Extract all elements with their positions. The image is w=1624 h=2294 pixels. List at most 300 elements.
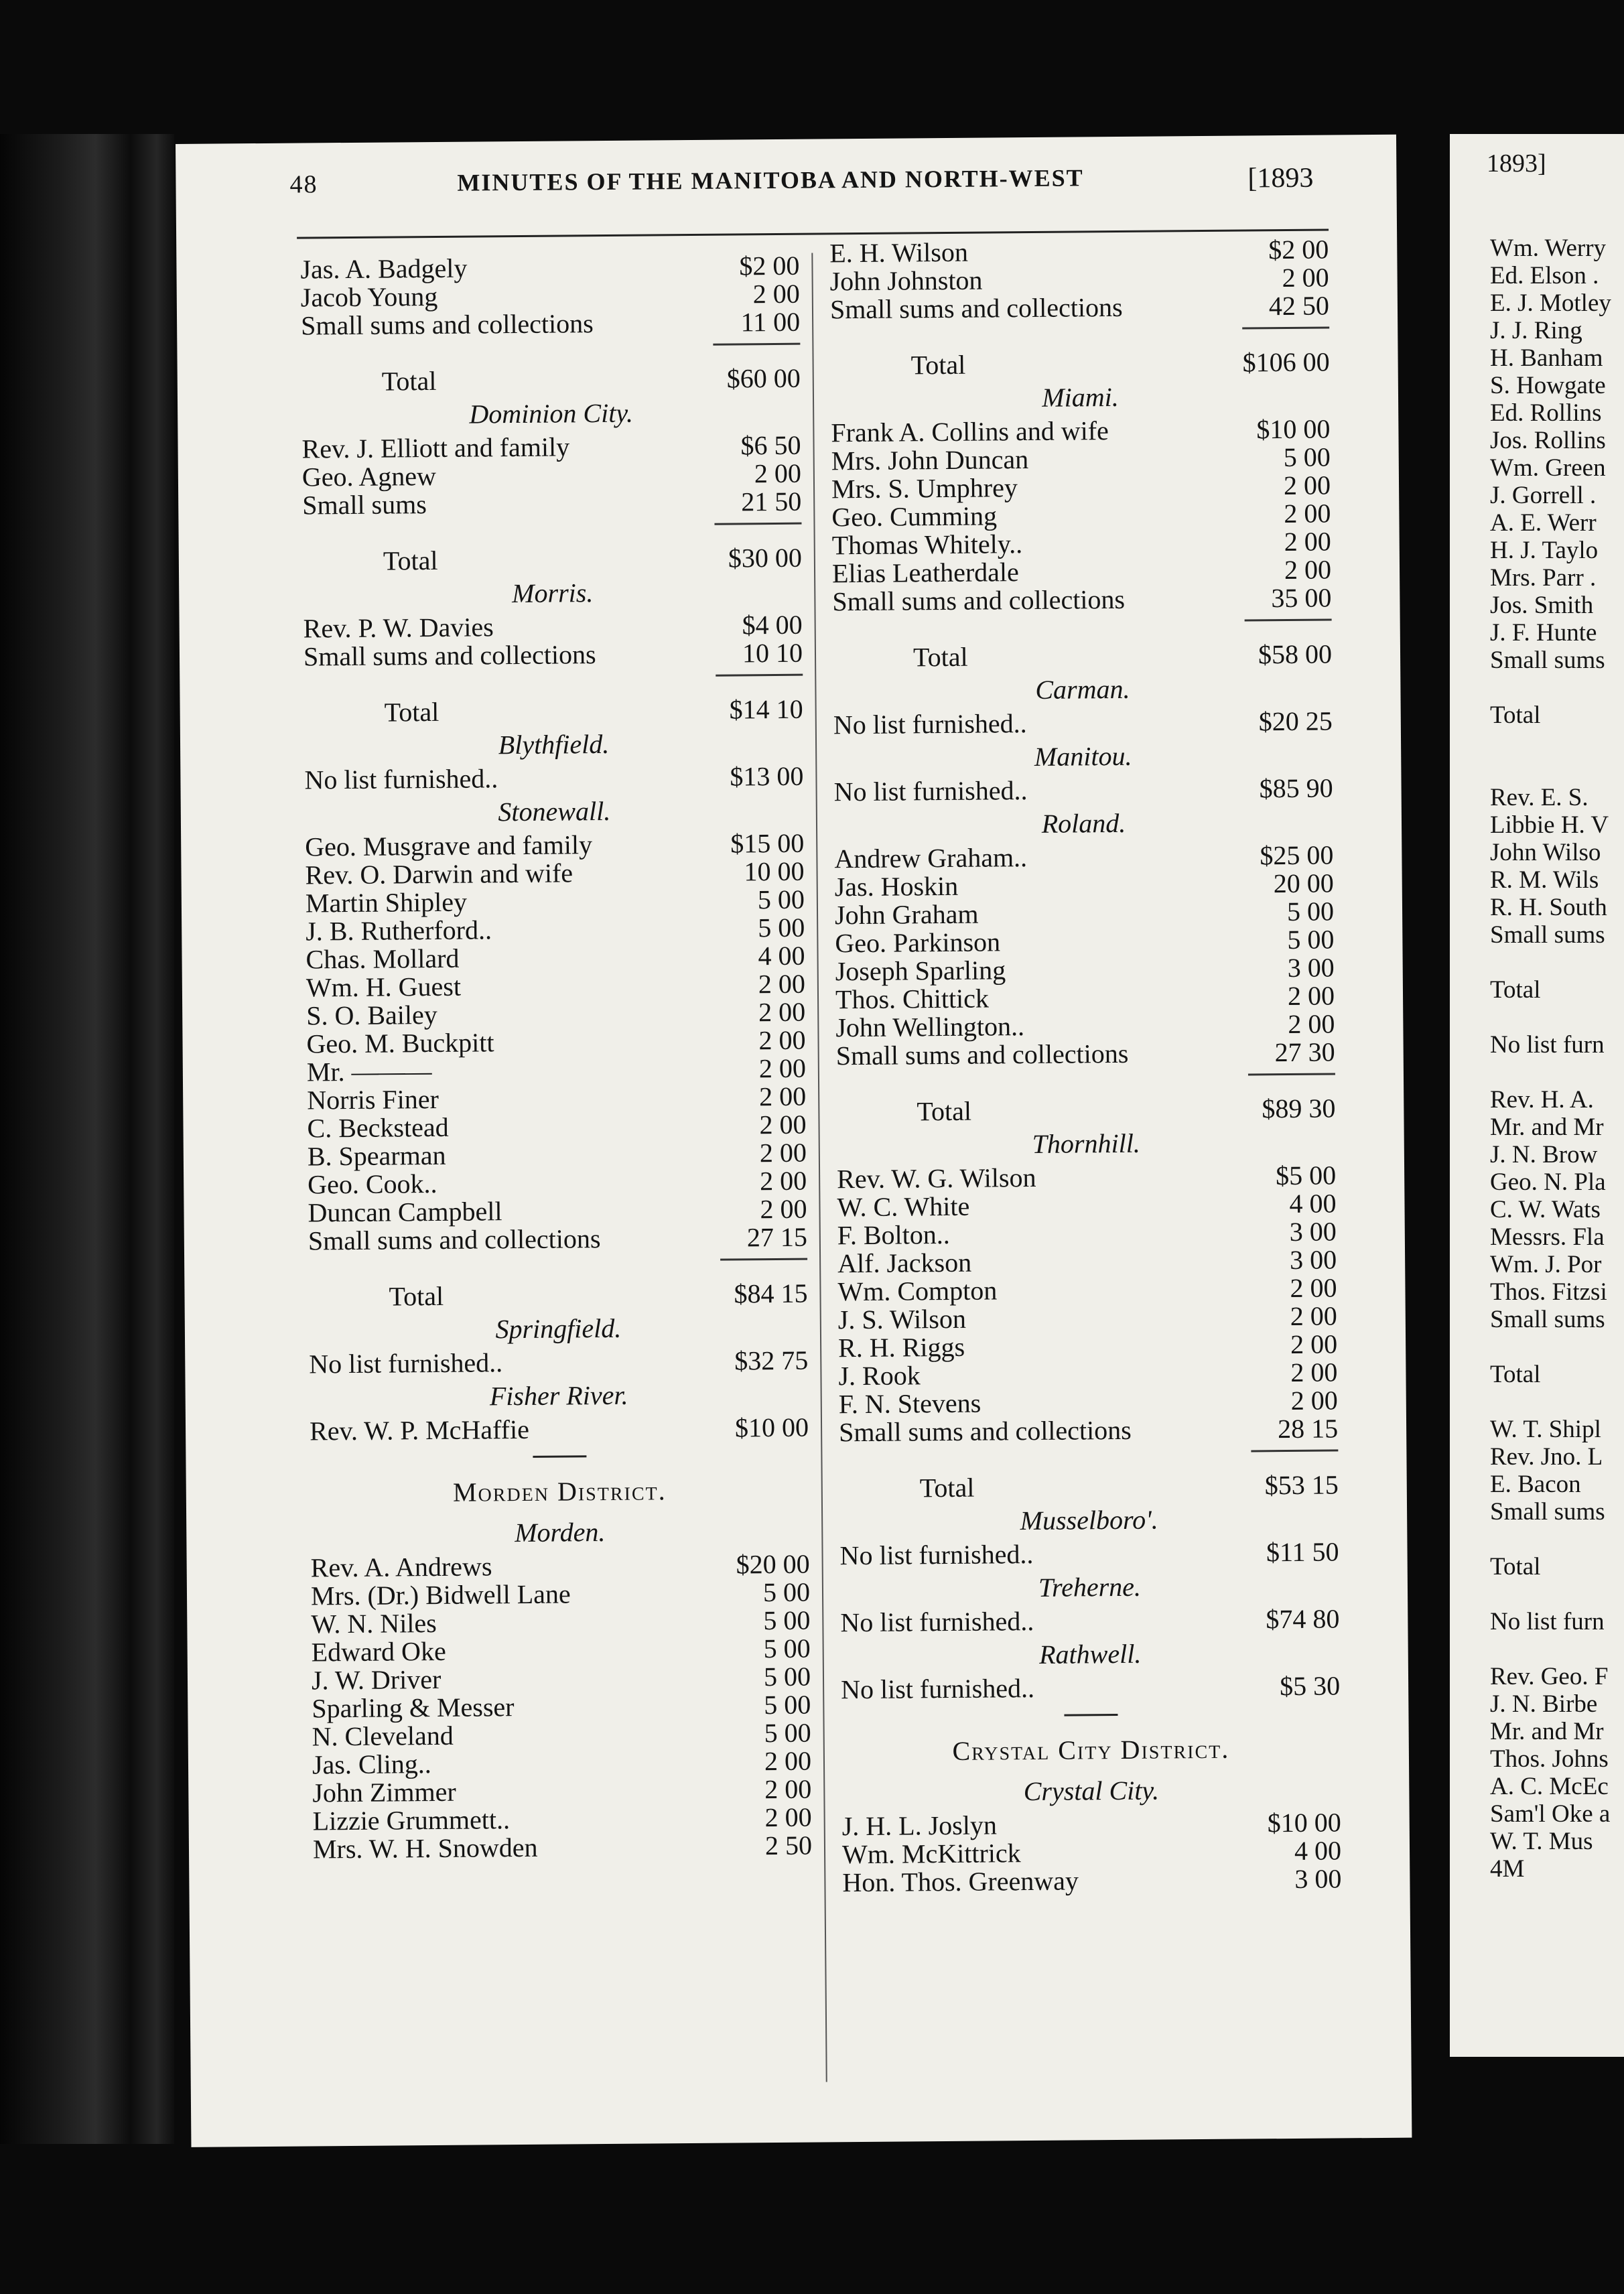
facing-page-line: Jos. Rollins xyxy=(1490,427,1606,454)
contribution-amount: 5 00 xyxy=(1283,442,1331,473)
contribution-row xyxy=(835,925,1334,957)
contributor-name: Small sums and collections xyxy=(829,291,1123,325)
contribution-amount: 2 00 xyxy=(758,1053,807,1084)
contribution-row xyxy=(833,707,1333,739)
total-row xyxy=(836,1094,1335,1126)
contributor-name: Geo. M. Buckpitt xyxy=(306,1027,494,1059)
total-label: Total xyxy=(917,1095,972,1127)
contributor-name: Mrs. (Dr.) Bidwell Lane xyxy=(310,1578,571,1611)
contribution-row xyxy=(839,1386,1338,1418)
contribution-row xyxy=(312,1691,811,1723)
total-amount: $89 30 xyxy=(1262,1093,1336,1124)
facing-page-line: Wm. Green xyxy=(1490,454,1606,482)
contribution-amount: 2 00 xyxy=(1282,262,1329,293)
contribution-amount: 20 00 xyxy=(1273,868,1334,899)
contributor-name: Alf. Jackson xyxy=(837,1247,972,1279)
contribution-row xyxy=(302,460,801,492)
contribution-row xyxy=(311,1550,810,1582)
contribution-amount: 5 00 xyxy=(757,884,805,915)
facing-page-line: W. T. Shipl xyxy=(1490,1416,1601,1443)
total-row xyxy=(308,1280,807,1312)
contribution-amount: 2 00 xyxy=(1290,1385,1338,1416)
contribution-amount: 2 00 xyxy=(1283,470,1331,501)
total-amount: $60 00 xyxy=(726,362,801,394)
contribution-row xyxy=(311,1578,810,1611)
contributor-name: Duncan Campbell xyxy=(308,1196,502,1228)
contributor-name: J. B. Rutherford.. xyxy=(306,915,492,947)
contribution-row xyxy=(835,1010,1335,1042)
contribution-amount: 5 00 xyxy=(1287,924,1335,955)
total-amount: $30 00 xyxy=(728,542,803,574)
contribution-amount: $25 00 xyxy=(1260,839,1334,871)
contribution-amount: 2 00 xyxy=(759,1137,807,1168)
total-row xyxy=(833,640,1332,672)
contributor-name: Joseph Sparling xyxy=(835,955,1006,987)
contribution-row xyxy=(306,1026,805,1059)
facing-page-line: Total xyxy=(1490,701,1541,729)
facing-page-line xyxy=(1490,1635,1611,1663)
contribution-row xyxy=(312,1775,811,1808)
facing-page-line xyxy=(1490,756,1611,784)
facing-page-line: E. Bacon xyxy=(1490,1471,1581,1498)
circuit-heading: Miami. xyxy=(1042,381,1119,413)
contribution-amount: 10 10 xyxy=(742,637,803,669)
contributor-name: E. H. Wilson xyxy=(829,237,969,269)
facing-page-line xyxy=(1490,1388,1611,1416)
contribution-row xyxy=(835,897,1334,929)
column-separator xyxy=(811,253,827,2082)
contribution-row xyxy=(310,1414,809,1446)
contributor-name: Wm. McKittrick xyxy=(841,1838,1021,1870)
contributor-name: Rev. P. W. Davies xyxy=(303,612,494,644)
total-label: Total xyxy=(910,349,966,381)
facing-page-line xyxy=(1490,1004,1611,1031)
facing-page-line xyxy=(1490,1580,1611,1608)
contributor-name: Jas. A. Badgely xyxy=(300,253,468,285)
contribution-row xyxy=(303,639,803,671)
facing-page-line: J. N. Brow xyxy=(1490,1141,1598,1168)
contribution-row xyxy=(837,1161,1336,1193)
facing-page-line: No list furn xyxy=(1490,1608,1605,1635)
contribution-row xyxy=(311,1607,810,1639)
facing-page-line: Total xyxy=(1490,1553,1541,1580)
contribution-row xyxy=(308,1223,807,1256)
contribution-row xyxy=(307,1083,806,1115)
contribution-amount: $5 00 xyxy=(1275,1160,1337,1191)
contributor-name: John Graham xyxy=(834,898,979,931)
contribution-row xyxy=(832,555,1331,588)
contributor-name: S. O. Bailey xyxy=(306,999,437,1031)
contribution-amount: 10 00 xyxy=(744,856,805,887)
contributor-name: Jas. Hoskin xyxy=(834,870,959,902)
total-amount: $53 15 xyxy=(1264,1469,1339,1501)
total-row xyxy=(830,348,1329,380)
contribution-amount: $11 50 xyxy=(1266,1536,1339,1568)
facing-page-line: E. J. Motley xyxy=(1490,289,1611,317)
facing-page-line xyxy=(1490,1333,1611,1361)
page-title: MINUTES OF THE MANITOBA AND NORTH-WEST xyxy=(457,164,1084,196)
contributor-name: No list furnished.. xyxy=(840,1606,1034,1638)
contribution-amount: 5 00 xyxy=(763,1605,811,1636)
contribution-amount: 28 15 xyxy=(1277,1413,1339,1444)
contribution-amount: $15 00 xyxy=(730,827,805,859)
contributor-name: Elias Leatherdale xyxy=(831,557,1019,589)
contributor-name: Mrs. S. Umphrey xyxy=(831,472,1018,504)
section-divider xyxy=(310,1442,809,1473)
contribution-amount: 3 00 xyxy=(1289,1244,1337,1275)
contribution-row xyxy=(834,841,1333,873)
contribution-row xyxy=(839,1414,1338,1446)
facing-page-line xyxy=(1490,729,1611,756)
contribution-row xyxy=(838,1330,1337,1362)
contribution-amount: 2 00 xyxy=(764,1802,812,1833)
contribution-row xyxy=(308,1195,807,1227)
circuit-heading: Stonewall. xyxy=(498,795,611,827)
facing-page-lines xyxy=(1490,234,1611,1883)
contribution-amount: 2 00 xyxy=(759,1109,807,1140)
contributor-name: F. Bolton.. xyxy=(837,1219,950,1251)
contributor-name: Small sums and collections xyxy=(832,584,1126,617)
contribution-row xyxy=(835,869,1334,901)
contributor-name: Geo. Agnew xyxy=(301,460,437,492)
contributor-name: Sparling & Messer xyxy=(312,1692,515,1724)
facing-page-line xyxy=(1490,674,1611,701)
contributor-name: Small sums and collections xyxy=(303,639,596,672)
contribution-row xyxy=(831,415,1330,447)
circuit-heading: Rathwell. xyxy=(1038,1638,1142,1670)
contribution-amount: 2 00 xyxy=(758,968,806,1000)
contributor-name: Hon. Thos. Greenway xyxy=(842,1865,1079,1898)
contribution-row xyxy=(837,1189,1336,1221)
contributor-name: John Wellington.. xyxy=(835,1011,1025,1043)
facing-page-line: Small sums xyxy=(1490,921,1605,949)
facing-page-line: Messrs. Fla xyxy=(1490,1223,1605,1251)
book-spine xyxy=(0,134,174,2144)
contributor-name: Small sums and collections xyxy=(300,308,594,341)
contributor-name: F. N. Stevens xyxy=(838,1388,982,1420)
contribution-amount: $32 75 xyxy=(734,1345,809,1376)
right-column xyxy=(829,235,1341,1897)
contribution-row xyxy=(306,942,805,974)
contribution-row xyxy=(832,584,1331,616)
contribution-amount: 35 00 xyxy=(1271,582,1332,614)
contribution-amount: $74 80 xyxy=(1266,1603,1340,1635)
contribution-row xyxy=(307,1111,806,1143)
contribution-amount: 2 00 xyxy=(1287,980,1335,1012)
contributor-name: John Zimmer xyxy=(312,1776,456,1808)
contribution-amount: 3 00 xyxy=(1294,1863,1342,1894)
contribution-amount: 11 00 xyxy=(740,306,801,338)
facing-page-line: Small sums xyxy=(1490,1498,1605,1526)
facing-page xyxy=(1450,134,1624,2057)
total-label: Total xyxy=(383,545,438,576)
contributor-name: Frank A. Collins and wife xyxy=(831,415,1109,448)
contributor-name: J. Rook xyxy=(838,1360,921,1392)
contributor-name: Mrs. John Duncan xyxy=(831,444,1029,476)
contribution-row xyxy=(308,1139,807,1171)
circuit-heading: Crystal City. xyxy=(1023,1775,1160,1807)
circuit-heading: Manitou. xyxy=(1034,740,1132,772)
contributor-name: John Johnston xyxy=(829,265,983,297)
contributor-name: Mr. ——— xyxy=(306,1056,432,1087)
contribution-row xyxy=(842,1808,1341,1840)
contribution-row xyxy=(306,914,805,946)
facing-page-line: J. Gorrell . xyxy=(1490,482,1597,509)
circuit-heading: Musselboro'. xyxy=(1020,1504,1158,1536)
total-row xyxy=(303,544,802,576)
contribution-row xyxy=(300,252,799,284)
facing-page-line: A. C. McEc xyxy=(1490,1773,1609,1800)
contribution-amount: 5 00 xyxy=(758,912,805,943)
circuit-heading: Morden. xyxy=(515,1517,606,1548)
facing-page-line: Ed. Rollins xyxy=(1490,399,1602,427)
total-label: Total xyxy=(384,696,439,728)
contributor-name: W. C. White xyxy=(837,1191,970,1223)
facing-page-line: Ed. Elson . xyxy=(1490,262,1599,289)
circuit-heading: Carman. xyxy=(1035,673,1130,705)
facing-page-line: J. J. Ring xyxy=(1490,317,1582,344)
contributor-name: No list furnished.. xyxy=(839,1539,1034,1571)
facing-page-header: 1893] xyxy=(1487,149,1546,178)
contribution-amount: 2 00 xyxy=(1290,1329,1338,1359)
district-heading: Morden District. xyxy=(452,1475,667,1507)
contributor-name: Martin Shipley xyxy=(305,886,468,919)
contributor-name: Rev. J. Elliott and family xyxy=(301,431,570,464)
contributor-name: J. W. Driver xyxy=(311,1664,442,1696)
contribution-row xyxy=(312,1635,811,1667)
contributor-name: No list furnished.. xyxy=(840,1673,1035,1705)
circuit-heading: Thornhill. xyxy=(1032,1128,1141,1160)
facing-page-line xyxy=(1490,1059,1611,1086)
contribution-amount: 2 00 xyxy=(758,1024,806,1056)
facing-page-line: R. H. South xyxy=(1490,894,1607,921)
contribution-row xyxy=(301,280,800,312)
contribution-amount: $2 00 xyxy=(739,250,800,281)
contributor-name: Small sums and collections xyxy=(308,1223,601,1256)
circuit-heading: Blythfield. xyxy=(498,728,610,760)
facing-page-line: Geo. N. Pla xyxy=(1490,1168,1606,1196)
contribution-amount: $20 00 xyxy=(736,1548,810,1580)
facing-page-line: S. Howgate xyxy=(1490,372,1606,399)
contribution-amount: 5 00 xyxy=(763,1661,811,1692)
contributor-name: Wm. Compton xyxy=(837,1275,998,1307)
facing-page-line: Rev. H. A. xyxy=(1490,1086,1594,1114)
contribution-amount: 2 00 xyxy=(764,1773,812,1805)
contributor-name: Rev. O. Darwin and wife xyxy=(305,858,573,890)
contribution-row xyxy=(831,443,1331,475)
contribution-amount: 27 30 xyxy=(1274,1036,1335,1068)
facing-page-line: Small sums xyxy=(1490,647,1605,674)
circuit-heading: Fisher River. xyxy=(489,1379,628,1412)
facing-page-line: Rev. Jno. L xyxy=(1490,1443,1603,1471)
contributor-name: Edward Oke xyxy=(311,1635,446,1668)
contribution-row xyxy=(305,829,804,862)
circuit-heading: Morris. xyxy=(512,578,594,609)
total-label: Total xyxy=(912,641,968,673)
contribution-amount: 2 00 xyxy=(1284,526,1331,557)
contribution-amount: 5 00 xyxy=(1286,896,1335,927)
contribution-amount: 4 00 xyxy=(758,940,805,971)
contribution-amount: 4 00 xyxy=(1289,1188,1337,1219)
facing-page-line: H. J. Taylo xyxy=(1490,537,1599,564)
page-48 xyxy=(176,135,1412,2147)
contribution-amount: 3 00 xyxy=(1289,1216,1337,1247)
contribution-amount: $6 50 xyxy=(740,429,801,461)
contribution-amount: 2 00 xyxy=(1290,1357,1338,1388)
facing-page-line: Small sums xyxy=(1490,1306,1605,1333)
contributor-name: Andrew Graham.. xyxy=(834,842,1028,874)
contribution-amount: $10 00 xyxy=(1267,1807,1341,1838)
contributor-name: Small sums xyxy=(302,489,427,521)
circuit-heading: Treherne. xyxy=(1038,1571,1142,1603)
contribution-row xyxy=(838,1302,1337,1334)
contribution-amount: 5 00 xyxy=(763,1633,811,1664)
contribution-row xyxy=(313,1832,812,1864)
contribution-amount: $5 30 xyxy=(1279,1670,1341,1702)
contribution-amount: 2 50 xyxy=(764,1830,813,1861)
contributor-name: J. S. Wilson xyxy=(837,1303,967,1335)
contribution-row xyxy=(830,291,1329,324)
facing-page-line: H. Banham xyxy=(1490,344,1603,372)
total-amount: $14 10 xyxy=(729,693,803,725)
contributor-name: J. H. L. Joslyn xyxy=(841,1810,998,1842)
contribution-row xyxy=(837,1245,1337,1278)
contribution-row xyxy=(302,488,801,520)
contributor-name: Geo. Cumming xyxy=(831,500,998,533)
contributor-name: R. H. Riggs xyxy=(837,1331,965,1363)
contribution-row xyxy=(841,1672,1340,1704)
contributor-name: Geo. Parkinson xyxy=(835,927,1001,959)
contribution-amount: 4 00 xyxy=(1294,1835,1342,1866)
total-label: Total xyxy=(381,365,437,397)
total-amount: $84 15 xyxy=(734,1278,808,1309)
contribution-amount: 21 50 xyxy=(741,486,802,517)
contribution-row xyxy=(305,858,804,890)
contribution-row xyxy=(829,235,1329,267)
contribution-row xyxy=(840,1605,1339,1637)
contribution-row xyxy=(839,1538,1339,1570)
contributor-name: Mrs. W. H. Snowden xyxy=(312,1832,538,1865)
facing-page-line: Mr. and Mr xyxy=(1490,1114,1604,1141)
contribution-row xyxy=(837,1274,1337,1306)
facing-page-line xyxy=(1490,949,1611,976)
contribution-amount: 2 00 xyxy=(1288,1008,1335,1039)
contribution-amount: 2 00 xyxy=(758,996,806,1028)
contribution-row xyxy=(835,953,1335,986)
contribution-amount: $2 00 xyxy=(1268,234,1329,265)
contribution-amount: 42 50 xyxy=(1268,290,1330,322)
contribution-row xyxy=(303,611,803,643)
contribution-amount: 2 00 xyxy=(764,1745,812,1777)
contribution-row xyxy=(832,527,1331,559)
contribution-row xyxy=(312,1663,811,1695)
total-amount: $58 00 xyxy=(1258,638,1333,670)
contribution-row xyxy=(308,1167,807,1199)
facing-page-line: Wm. Werry xyxy=(1490,234,1607,262)
contributor-name: Jas. Cling.. xyxy=(312,1749,431,1780)
contribution-row xyxy=(833,774,1333,806)
contributor-name: Lizzie Grummett.. xyxy=(312,1804,511,1836)
contributor-name: C. Beckstead xyxy=(307,1111,449,1144)
facing-page-line: John Wilso xyxy=(1490,839,1601,866)
facing-page-line: J. N. Birbe xyxy=(1490,1690,1598,1718)
facing-page-line: Total xyxy=(1490,976,1541,1004)
contribution-row xyxy=(842,1836,1341,1869)
circuit-heading: Dominion City. xyxy=(469,397,634,429)
contribution-amount: 2 00 xyxy=(1284,554,1332,586)
contributor-name: Geo. Cook.. xyxy=(308,1168,437,1200)
contribution-row xyxy=(312,1719,811,1751)
contributor-name: Rev. A. Andrews xyxy=(310,1551,492,1583)
facing-page-line: C. W. Wats xyxy=(1490,1196,1601,1223)
contribution-amount: 2 00 xyxy=(759,1081,807,1112)
contribution-amount: $10 00 xyxy=(734,1412,809,1443)
contributor-name: Rev. W. P. McHaffie xyxy=(309,1414,530,1446)
page-year: [1893 xyxy=(1247,162,1314,194)
contributor-name: B. Spearman xyxy=(307,1140,446,1172)
section-divider xyxy=(841,1700,1340,1731)
left-column xyxy=(300,252,812,1864)
total-label: Total xyxy=(389,1280,444,1312)
contribution-row xyxy=(831,471,1331,503)
district-heading: Crystal City District. xyxy=(952,1733,1230,1766)
contribution-row xyxy=(306,886,805,918)
contribution-row xyxy=(306,970,805,1002)
total-label: Total xyxy=(919,1472,975,1503)
contribution-amount: $13 00 xyxy=(730,760,804,792)
total-row xyxy=(304,695,803,728)
contributor-name: Jacob Young xyxy=(300,281,438,313)
contributor-name: Geo. Musgrave and family xyxy=(305,829,593,862)
contribution-amount: 5 00 xyxy=(764,1717,811,1749)
contributor-name: No list furnished.. xyxy=(304,763,498,795)
contribution-row xyxy=(304,762,803,795)
contribution-amount: 27 15 xyxy=(746,1221,808,1253)
facing-page-line: Rev. E. S. xyxy=(1490,784,1588,811)
facing-page-line: J. F. Hunte xyxy=(1490,619,1597,647)
total-row xyxy=(301,364,801,397)
contribution-amount: 2 00 xyxy=(760,1193,807,1225)
contribution-amount: 5 00 xyxy=(764,1689,811,1720)
facing-page-line: R. M. Wils xyxy=(1490,866,1599,894)
contribution-amount: $85 90 xyxy=(1259,772,1333,804)
contribution-row xyxy=(829,263,1329,295)
contribution-amount: 2 00 xyxy=(754,458,802,489)
contribution-amount: 2 00 xyxy=(1284,498,1331,529)
contribution-row xyxy=(831,499,1331,531)
contributor-name: No list furnished.. xyxy=(833,708,1027,740)
facing-page-line: Wm. J. Por xyxy=(1490,1251,1602,1278)
contributor-name: No list furnished.. xyxy=(833,775,1028,807)
facing-page-line: Jos. Smith xyxy=(1490,592,1594,619)
contribution-row xyxy=(842,1865,1341,1897)
contribution-row xyxy=(838,1358,1337,1390)
contributor-name: Norris Finer xyxy=(307,1083,439,1116)
contributor-name: Rev. W. G. Wilson xyxy=(836,1162,1036,1195)
facing-page-line: Rev. Geo. F xyxy=(1490,1663,1609,1690)
contribution-amount: 2 00 xyxy=(1290,1300,1337,1331)
facing-page-line xyxy=(1490,1526,1611,1553)
contribution-amount: 5 00 xyxy=(762,1576,811,1608)
contributor-name: Thos. Chittick xyxy=(835,983,990,1015)
contribution-row xyxy=(837,1217,1337,1250)
contribution-row xyxy=(306,998,805,1030)
contribution-row xyxy=(301,431,801,464)
facing-page-line: A. E. Werr xyxy=(1490,509,1597,537)
page-number: 48 xyxy=(289,170,318,199)
total-amount: $106 00 xyxy=(1242,346,1330,378)
contribution-row xyxy=(313,1804,812,1836)
